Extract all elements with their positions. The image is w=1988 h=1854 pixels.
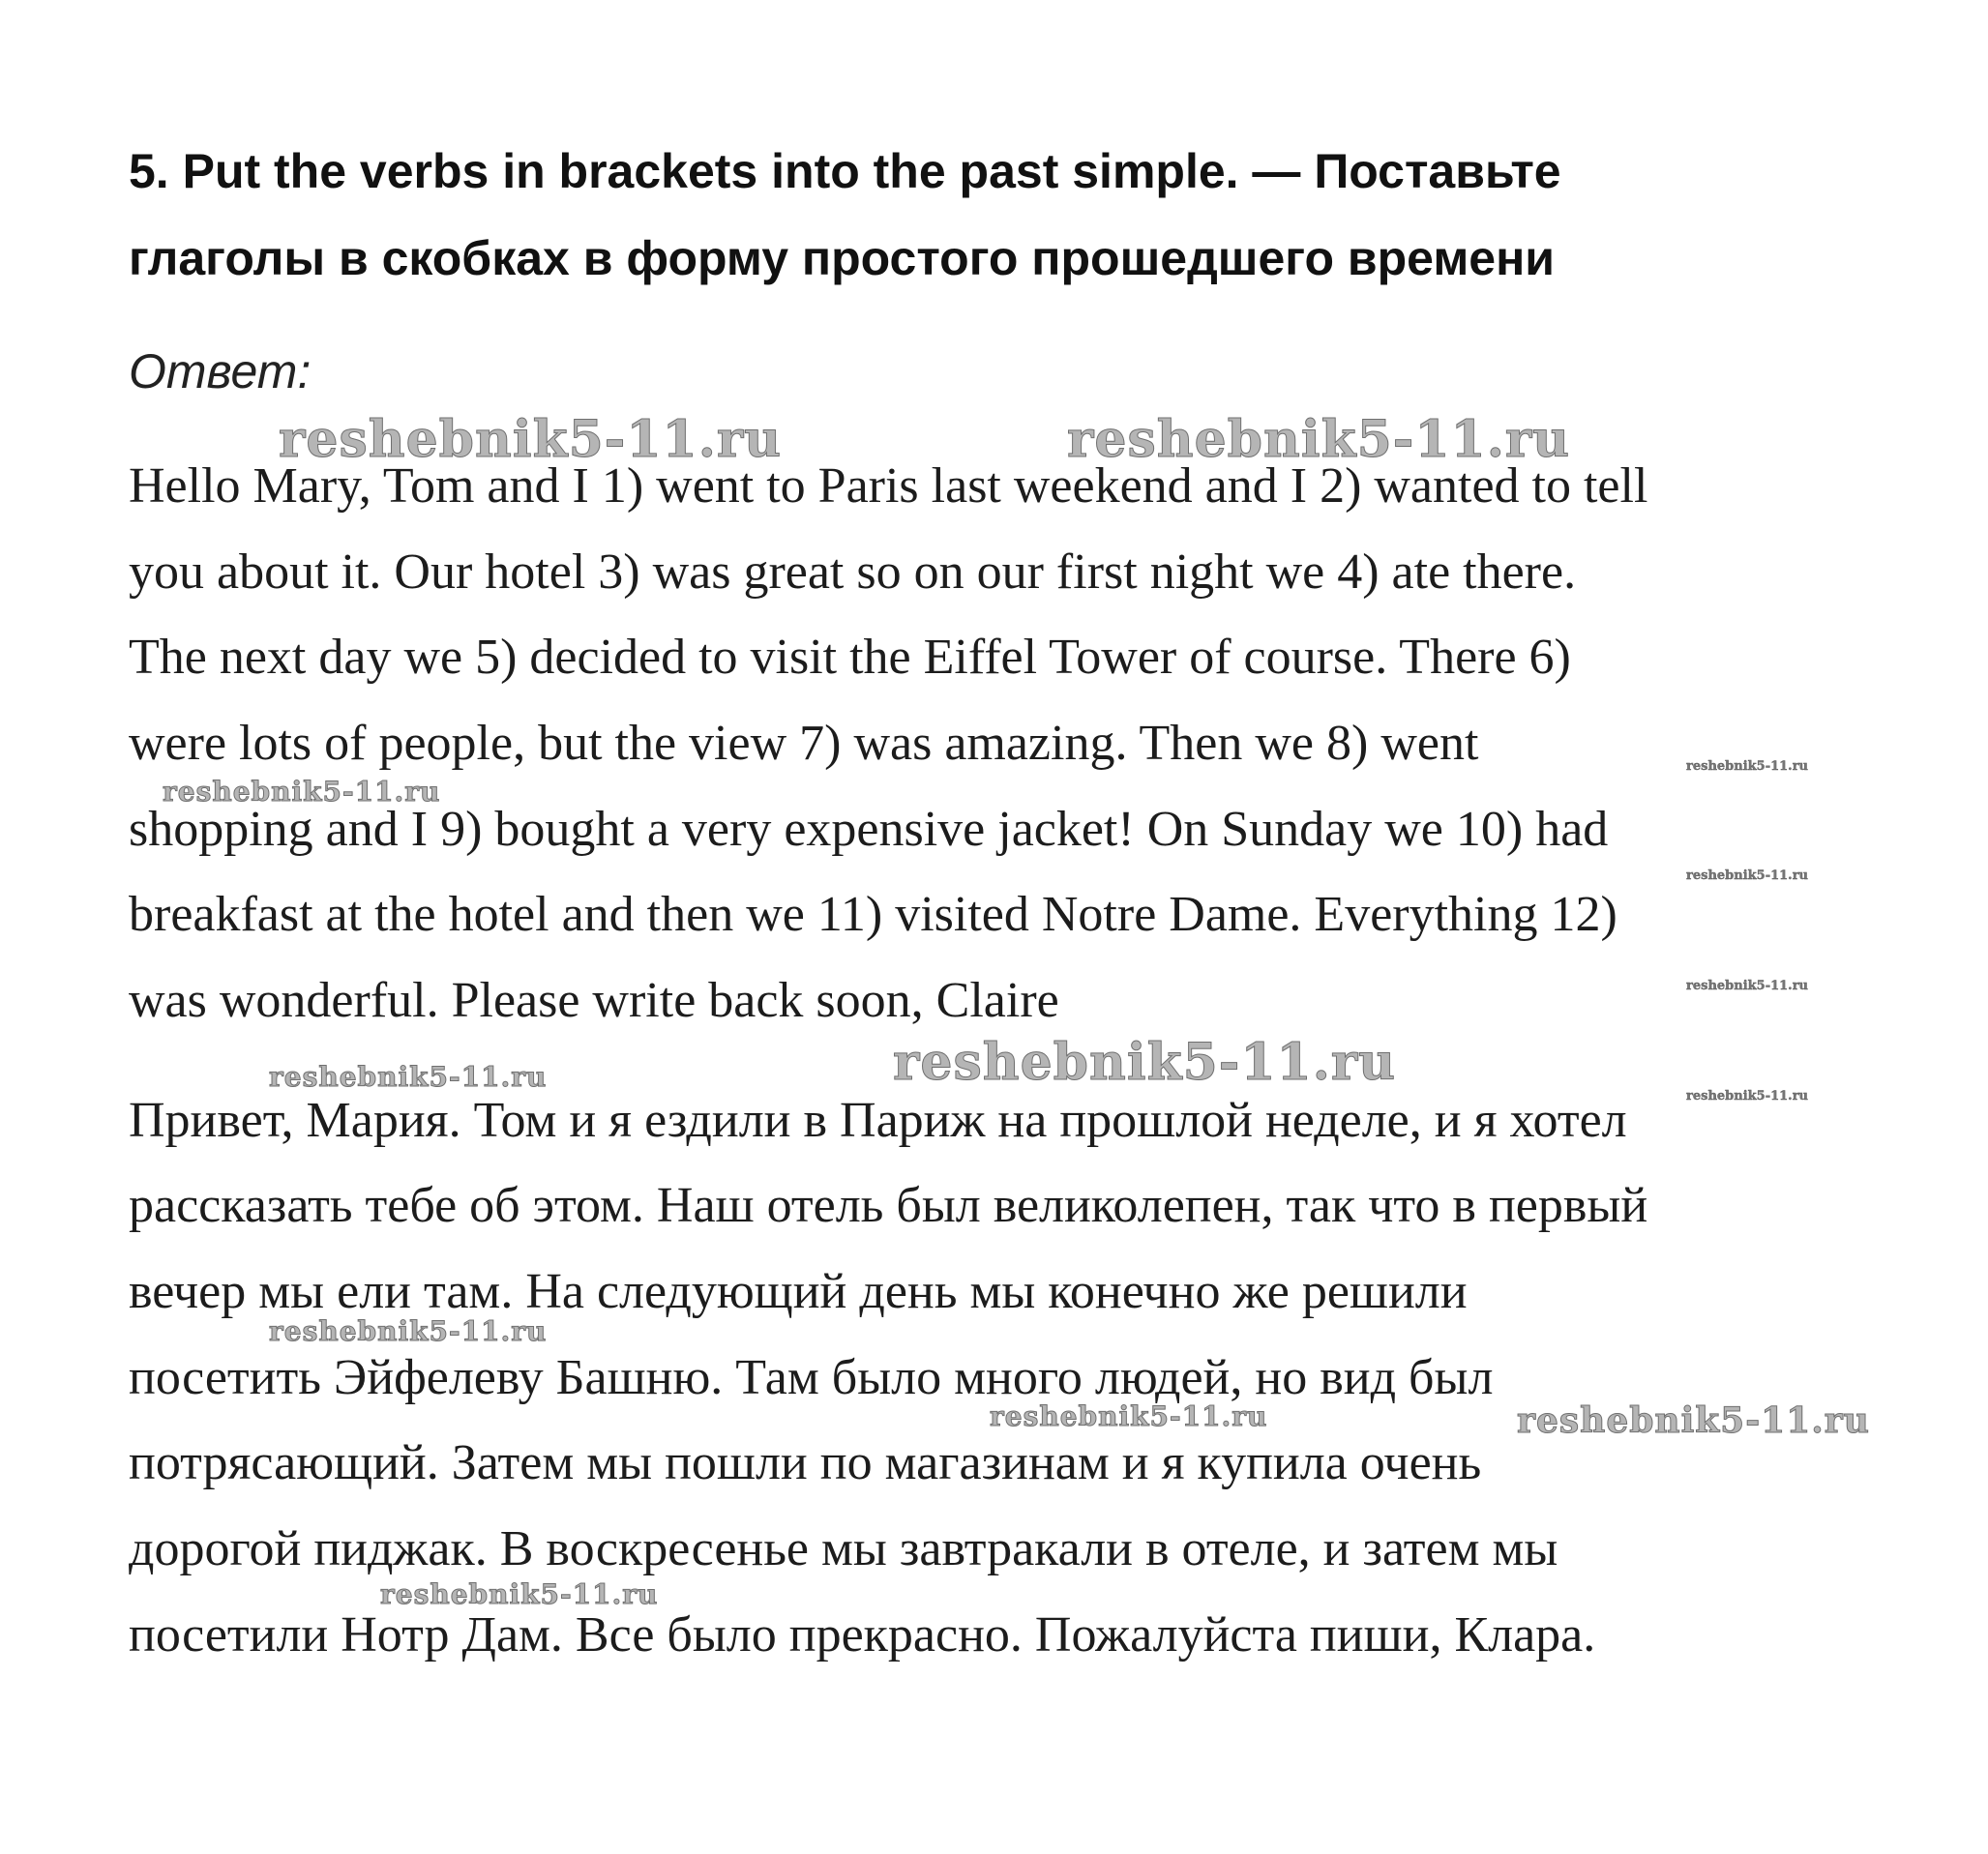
task-title-line-1: 5. Put the verbs in brackets into the past simple. — Поставьте xyxy=(129,144,1561,198)
russian-line-2: рассказать тебе об этом. Наш отель был великолепен, так что в первый xyxy=(129,1178,1648,1233)
english-line-7: was wonderful. Please write back soon, Claire xyxy=(129,973,1059,1028)
watermark: reshebnik5-11.ru xyxy=(1686,868,1809,883)
watermark: reshebnik5-11.ru xyxy=(163,776,441,808)
watermark: reshebnik5-11.ru xyxy=(1686,979,1809,993)
english-line-1: Hello Mary, Tom and I 1) went to Paris last weekend and I 2) wanted to tell xyxy=(129,458,1648,514)
watermark: reshebnik5-11.ru xyxy=(893,1033,1397,1092)
english-line-2: you about it. Our hotel 3) was great so on our first night we 4) ate there. xyxy=(129,544,1577,600)
watermark: reshebnik5-11.ru xyxy=(1517,1400,1870,1441)
russian-line-5: потрясающий. Затем мы пошли по магазинам и я купила очень xyxy=(129,1435,1482,1490)
watermark: reshebnik5-11.ru xyxy=(1686,1089,1809,1104)
watermark: reshebnik5-11.ru xyxy=(990,1400,1268,1432)
russian-line-6: дорогой пиджак. В воскресенье мы завтракали в отеле, и затем мы xyxy=(129,1521,1558,1576)
russian-line-1: Привет, Мария. Том и я ездили в Париж на прошлой неделе, и я хотел xyxy=(129,1093,1627,1148)
task-title-line-2: глаголы в скобках в форму простого прошедшего времени xyxy=(129,231,1556,285)
russian-line-7: посетили Нотр Дам. Все было прекрасно. Пожалуйста пиши, Клара. xyxy=(129,1607,1596,1663)
watermark: reshebnik5-11.ru xyxy=(1067,410,1571,469)
answer-label: Ответ: xyxy=(129,344,312,398)
russian-line-4: посетить Эйфелеву Башню. Там было много людей, но вид был xyxy=(129,1350,1494,1405)
english-line-4: were lots of people, but the view 7) was amazing. Then we 8) went xyxy=(129,716,1479,771)
russian-line-3: вечер мы ели там. На следующий день мы конечно же решили xyxy=(129,1264,1468,1319)
watermark: reshebnik5-11.ru xyxy=(380,1578,659,1610)
watermark: reshebnik5-11.ru xyxy=(269,1061,548,1093)
watermark: reshebnik5-11.ru xyxy=(279,410,783,469)
watermark: reshebnik5-11.ru xyxy=(1686,759,1809,774)
english-line-5: shopping and I 9) bought a very expensive jacket! On Sunday we 10) had xyxy=(129,802,1609,857)
watermark: reshebnik5-11.ru xyxy=(269,1315,548,1347)
english-line-3: The next day we 5) decided to visit the Eiffel Tower of course. There 6) xyxy=(129,630,1571,685)
english-line-6: breakfast at the hotel and then we 11) visited Notre Dame. Everything 12) xyxy=(129,887,1617,942)
